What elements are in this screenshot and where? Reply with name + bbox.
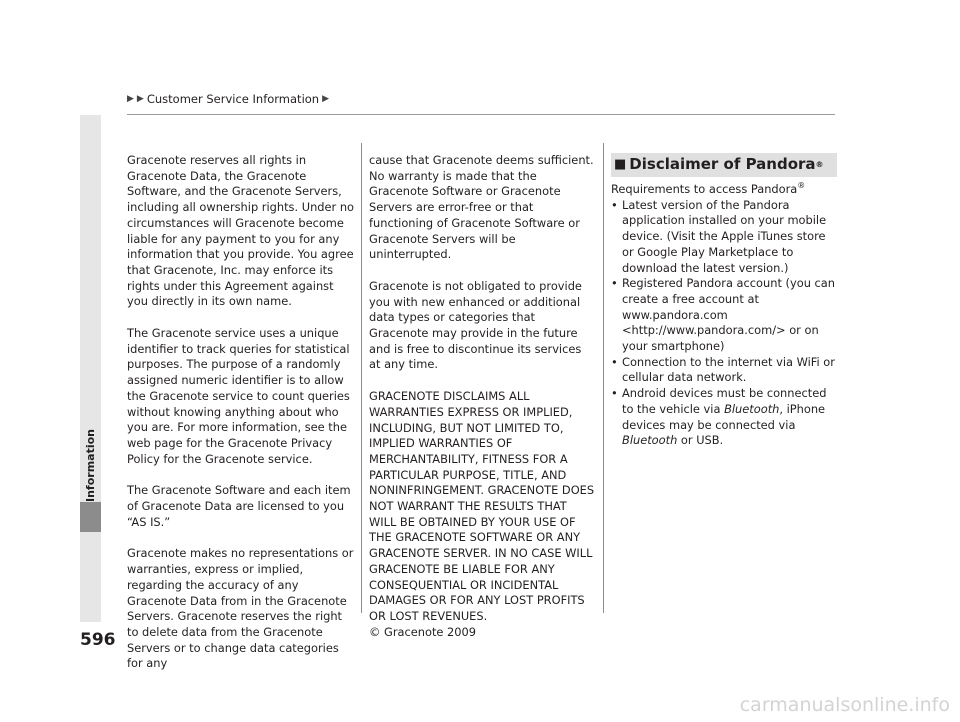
bullet-icon: • xyxy=(611,386,618,401)
list-item-text: Connection to the internet via WiFi or cellular data network. xyxy=(622,354,835,385)
list-item-text: Latest version of the Pandora application installed on your mobile device. (Visit the Apple iTunes store or Google Play Marketplace to download the latest version.) xyxy=(622,197,827,275)
breadcrumb xyxy=(127,92,329,106)
breadcrumb-section: Customer Service Information xyxy=(146,92,320,106)
requirements-list xyxy=(611,198,837,449)
triangle-right-icon: ▶ xyxy=(322,94,330,104)
section-heading: ■ Disclaimer of Pandora ® xyxy=(611,153,837,177)
registered-mark: ® xyxy=(797,181,806,191)
watermark: carmanualsonline.info xyxy=(739,694,950,716)
list-item xyxy=(611,355,837,386)
paragraph: GRACENOTE DISCLAIMS ALL WARRANTIES EXPRESS OR IMPLIED, INCLUDING, BUT NOT LIMITED TO, IMPLIED WARRANTIES OF MERCHANTABILITY, FITNESS FOR A PARTICULAR PURPOSE, TITLE, AND NONINFRINGEMENT. GRACENOTE DOES NOT WARRANT THE RESULTS THAT WILL BE OBTAINED BY YOUR USE OF THE GRACENOTE SOFTWARE OR ANY GRACENOTE SERVER. IN NO CASE WILL GRACENOTE BE LIABLE FOR ANY CONSEQUENTIAL OR INCIDENTAL DAMAGES OR FOR ANY LOST PROFITS OR LOST REVENUES. xyxy=(369,389,595,623)
bullet-icon: • xyxy=(611,276,618,291)
italic-term: Bluetooth xyxy=(622,433,678,448)
paragraph: Gracenote is not obligated to provide you with new enhanced or additional data types or categories that Gracenote may provide in the future and is free to discontinue its services at any time. xyxy=(369,278,582,372)
column-divider xyxy=(603,143,604,613)
list-item xyxy=(611,386,837,449)
list-item xyxy=(611,198,837,277)
list-item xyxy=(611,276,837,355)
column-left xyxy=(127,153,355,688)
paragraph: Gracenote reserves all rights in Gracenote Data, the Gracenote Software, and the Gracenote Servers, including all ownership rights. Under no circumstances will Gracenote become liable for any payment to you for any information that you provide. You agree that Gracenote, Inc. may enforce its rights under this Agreement against you directly in its own name. xyxy=(127,153,355,309)
list-item-text: Android devices must be connected to the vehicle via xyxy=(622,386,827,416)
triangle-right-icon: ▶ xyxy=(136,94,144,104)
paragraph: The Gracenote Software and each item of Gracenote Data are licensed to you “AS IS.” xyxy=(127,483,351,529)
column-right xyxy=(611,153,837,449)
chapter-label: Information xyxy=(84,429,97,502)
requirements-text: Requirements to access Pandora xyxy=(611,182,798,196)
italic-term: Bluetooth xyxy=(724,401,780,416)
chapter-tab xyxy=(80,115,101,502)
list-item-text: Registered Pandora account (you can create a free account at www.pandora.com <http://www.pandora.com/> or on your smartphone) xyxy=(622,276,836,354)
column-middle xyxy=(369,153,595,656)
heading-text: Disclaimer of Pandora xyxy=(629,155,816,174)
bullet-icon: • xyxy=(611,354,618,369)
chapter-marker xyxy=(80,502,101,532)
paragraph: Gracenote makes no representations or warranties, express or implied, regarding the accuracy of any Gracenote Data from in the Gracenote Servers. Gracenote reserves the right to delete data from the Gracenote Servers or to change data categories for any xyxy=(127,546,354,671)
bullet-icon: • xyxy=(611,197,618,212)
requirements-intro xyxy=(611,182,837,198)
header-rule xyxy=(127,114,835,115)
column-divider xyxy=(361,143,362,613)
page-number: 596 xyxy=(80,630,116,650)
copyright: © Gracenote 2009 xyxy=(369,624,477,639)
paragraph: The Gracenote service uses a unique identifier to track queries for statistical purposes. The purpose of a randomly assigned numeric identifier is to allow the Gracenote service to count queries without knowing anything about who you are. For more information, see the web page for the Gracenote Privacy Policy for the Gracenote service. xyxy=(127,326,350,466)
square-bullet-icon: ■ xyxy=(614,157,627,173)
list-item-text: , iPhone devices may be connected via xyxy=(622,401,826,432)
list-item-text: or USB. xyxy=(677,433,724,448)
paragraph: cause that Gracenote deems sufficient. No warranty is made that the Gracenote Software or Gracenote Servers are error-free or that functioning of Gracenote Software or Gracenote Servers will be uninterrupted. xyxy=(369,153,594,262)
triangle-right-icon: ▶ xyxy=(127,94,134,104)
